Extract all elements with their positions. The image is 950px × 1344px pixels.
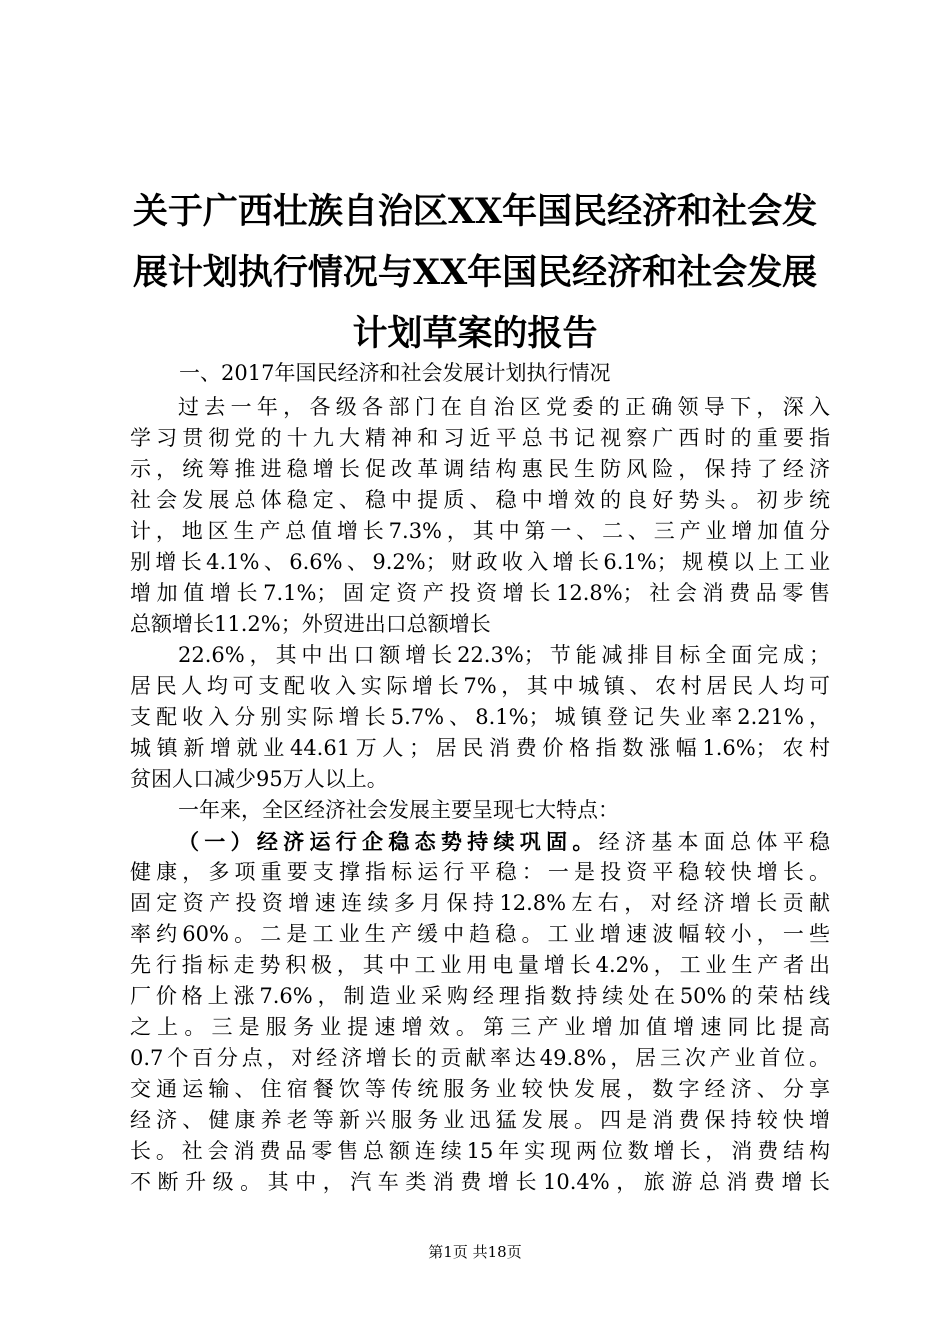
- text-line: 过去一年，各级各部门在自治区党委的正确领导下，深入: [178, 395, 830, 419]
- text-line: 不断升级。其中，汽车类消费增长10.4%，旅游总消费增长: [130, 1170, 830, 1194]
- title-line: 展计划执行情况与XX年国民经济和社会发展: [132, 252, 818, 293]
- text-line: 社会发展总体稳定、稳中提质、稳中增效的良好势头。初步统: [130, 488, 830, 512]
- document-title: [120, 181, 830, 364]
- text-line: 增加值增长7.1%；固定资产投资增长12.8%；社会消费品零售: [130, 581, 830, 605]
- text-line: 之上。三是服务业提速增效。第三产业增加值增速同比提高: [130, 1015, 830, 1039]
- text-line: 健康，多项重要支撑指标运行平稳：一是投资平稳较快增长。: [130, 860, 830, 884]
- document-body: [130, 392, 830, 1198]
- text-line: 城镇新增就业44.61万人；居民消费价格指数涨幅1.6%；农村: [130, 736, 830, 760]
- text-line: 贫困人口减少95万人以上。: [130, 767, 388, 791]
- text-line: 学习贯彻党的十九大精神和习近平总书记视察广西时的重要指: [130, 426, 830, 450]
- text-line: 别增长4.1%、6.6%、9.2%；财政收入增长6.1%；规模以上工业: [130, 550, 830, 574]
- text-line: 长。社会消费品零售总额连续15年实现两位数增长，消费结构: [130, 1139, 830, 1163]
- paragraph-overview: [130, 392, 830, 640]
- text-line: 率约60%。二是工业生产缓中趋稳。工业增速波幅较小，一些: [130, 922, 830, 946]
- text-line: [130, 826, 830, 857]
- text-line: 固定资产投资增速连续多月保持12.8%左右，对经济增长贡献: [130, 891, 830, 915]
- text-line: 厂价格上涨7.6%，制造业采购经理指数持续处在50%的荣枯线: [130, 984, 830, 1008]
- text-line: 0.7个百分点，对经济增长的贡献率达49.8%，居三次产业首位。: [130, 1046, 830, 1070]
- text-line: 22.6%，其中出口额增长22.3%；节能减排目标全面完成；: [178, 643, 830, 667]
- title-line: 计划草案的报告: [352, 313, 598, 354]
- title-line: 关于广西壮族自治区XX年国民经济和社会发: [132, 191, 818, 232]
- paragraph-feature-one: [130, 826, 830, 1198]
- text-line: 居民人均可支配收入实际增长7%，其中城镇、农村居民人均可: [130, 674, 830, 698]
- text-line: 总额增长11.2%；外贸进出口总额增长: [130, 612, 491, 636]
- paragraph-features-intro: [130, 795, 830, 826]
- feature-one-lead-rest: 经济基本面总体平稳: [598, 830, 830, 854]
- text-line: 支配收入分别实际增长5.7%、8.1%；城镇登记失业率2.21%，: [130, 705, 830, 729]
- text-line: 先行指标走势积极，其中工业用电量增长4.2%，工业生产者出: [130, 953, 830, 977]
- feature-one-lead: （一）经济运行企稳态势持续巩固。: [178, 829, 599, 854]
- section-heading: 一、2017年国民经济和社会发展计划执行情况: [179, 361, 611, 385]
- text-line: 示，统筹推进稳增长促改革调结构惠民生防风险，保持了经济: [130, 457, 830, 481]
- paragraph-statistics: [130, 640, 830, 795]
- page-footer: 第1页 共18页: [428, 1243, 522, 1261]
- text-line: 交通运输、住宿餐饮等传统服务业较快发展，数字经济、分享: [130, 1077, 830, 1101]
- text-line: 计，地区生产总值增长7.3%，其中第一、二、三产业增加值分: [130, 519, 830, 543]
- text-line: 一年来，全区经济社会发展主要呈现七大特点：: [178, 798, 619, 822]
- text-line: 经济、健康养老等新兴服务业迅猛发展。四是消费保持较快增: [130, 1108, 830, 1132]
